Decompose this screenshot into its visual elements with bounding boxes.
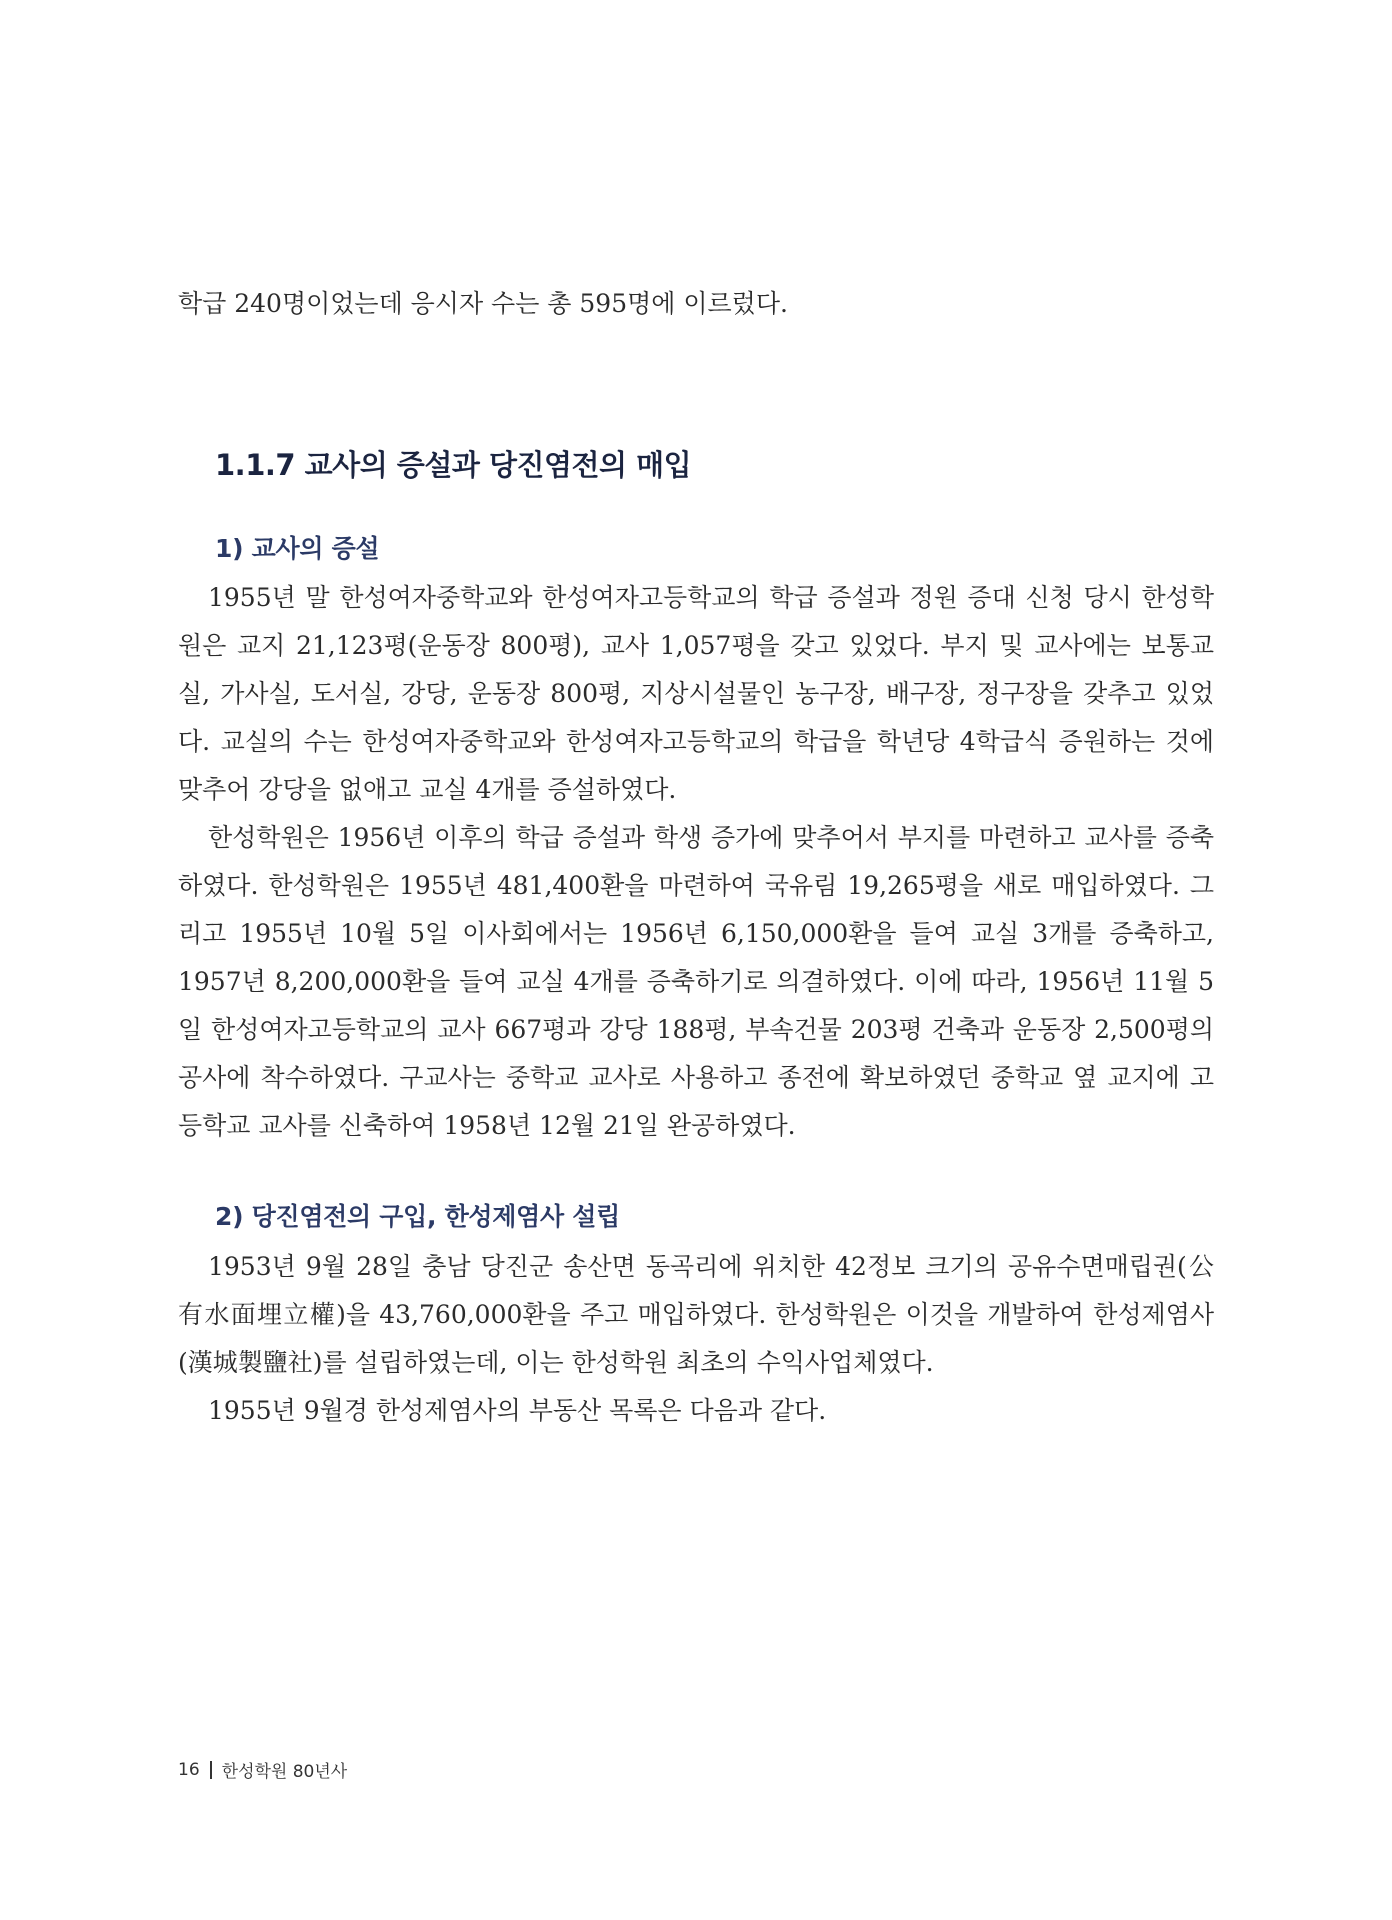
subsection-body-2 bbox=[178, 1243, 1214, 1435]
paragraph: 1955년 말 한성여자중학교와 한성여자고등학교의 학급 증설과 정원 증대 신청 당시 한성학원은 교지 21,123평(운동장 800평), 교사 1,057평을 갖고 있었다. 부지 및 교사에는 보통교실, 가사실, 도서실, 강당, 운동장 800평, 지상시설물인 농구장, 배구장, 정구장을 갖추고 있었다. 교실의 수는 한성여자중학교와 한성여자고등학교의 학급을 학년당 4학급식 증원하는 것에 맞추어 강당을 없애고 교실 4개를 증설하였다. bbox=[178, 583, 1214, 804]
paragraph: 1955년 9월경 한성제염사의 부동산 목록은 다음과 같다. bbox=[208, 1396, 827, 1425]
subsection-title-2: 2) 당진염전의 구입, 한성제염사 설립 bbox=[215, 1202, 620, 1231]
subsection-body-1 bbox=[178, 574, 1214, 1150]
subsection-title-1: 1) 교사의 증설 bbox=[215, 534, 380, 563]
intro-line: 학급 240명이었는데 응시자 수는 총 595명에 이르렀다. bbox=[178, 289, 788, 318]
page-footer bbox=[178, 1757, 347, 1782]
section-title: 1.1.7 교사의 증설과 당진염전의 매입 bbox=[215, 448, 692, 482]
paragraph: 1953년 9월 28일 충남 당진군 송산면 동곡리에 위치한 42정보 크기의 공유수면매립권(公有水面埋立權)을 43,760,000환을 주고 매입하였다. 한성학원은 이것을 개발하여 한성제염사(漢城製鹽社)를 설립하였는데, 이는 한성학원 최초의 수익사업체였다. bbox=[178, 1252, 1214, 1377]
page-number: 16 bbox=[178, 1759, 200, 1780]
paragraph: 한성학원은 1956년 이후의 학급 증설과 학생 증가에 맞추어서 부지를 마련하고 교사를 증축하였다. 한성학원은 1955년 481,400환을 마련하여 국유림 19,265평을 새로 매입하였다. 그리고 1955년 10월 5일 이사회에서는 1956년 6,150,000환을 들여 교실 3개를 증축하고, 1957년 8,200,000환을 들여 교실 4개를 증축하기로 의결하였다. 이에 따라, 1956년 11월 5일 한성여자고등학교의 교사 667평과 강당 188평, 부속건물 203평 건축과 운동장 2,500평의 공사에 착수하였다. 구교사는 중학교 교사로 사용하고 종전에 확보하였던 중학교 옆 교지에 고등학교 교사를 신축하여 1958년 12월 21일 완공하였다. bbox=[178, 823, 1214, 1140]
book-title: 한성학원 80년사 bbox=[221, 1762, 348, 1782]
footer-divider bbox=[210, 1761, 212, 1779]
